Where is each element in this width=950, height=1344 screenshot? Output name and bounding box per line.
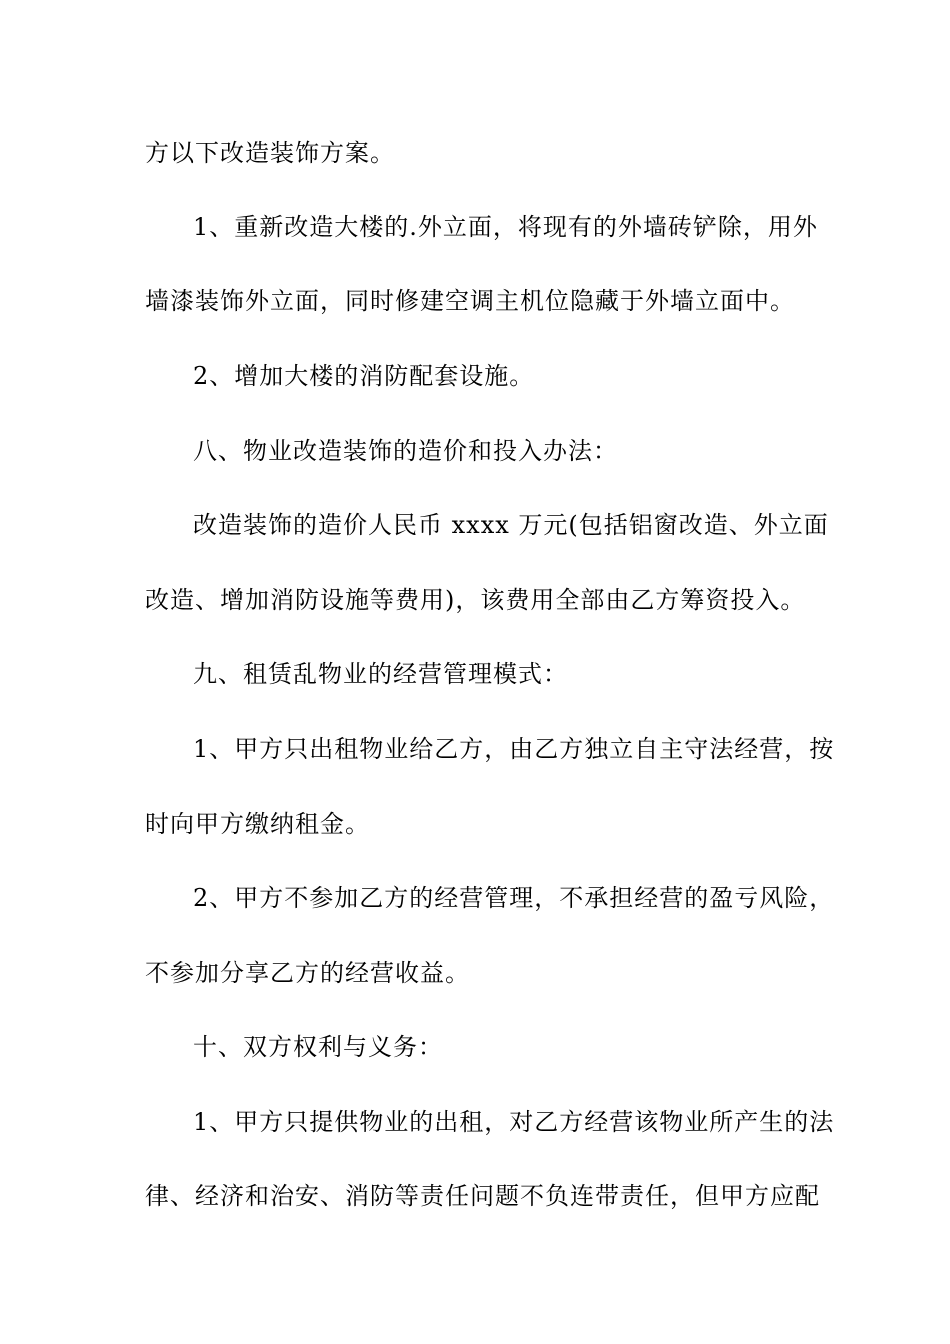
text-line: 1、重新改造大楼的.外立面，将现有的外墙砖铲除，用外 [193,213,818,241]
section-heading: 八、物业改造装饰的造价和投入办法： [193,437,618,465]
text-line: 2、甲方不参加乙方的经营管理，不承担经营的盈亏风险， [193,884,835,912]
text-line: 不参加分享乙方的经营收益。 [145,959,470,987]
text-line: 1、甲方只提供物业的出租，对乙方经营该物业所产生的法 [193,1108,835,1136]
text-line: 1、甲方只出租物业给乙方，由乙方独立自主守法经营，按 [193,735,835,763]
text-line: 墙漆装饰外立面，同时修建空调主机位隐藏于外墙立面中。 [145,287,795,315]
text-line: 改造装饰的造价人民币 xxxx 万元(包括铝窗改造、外立面 [193,511,829,539]
text-line: 律、经济和治安、消防等责任问题不负连带责任，但甲方应配 [145,1182,820,1210]
text-line: 时向甲方缴纳租金。 [145,810,370,838]
section-heading: 十、双方权利与义务： [193,1033,443,1061]
text-line: 改造、增加消防设施等费用)，该费用全部由乙方筹资投入。 [145,586,806,614]
text-line: 方以下改造装饰方案。 [145,139,395,167]
section-heading: 九、租赁乱物业的经营管理模式： [193,660,568,688]
text-line: 2、增加大楼的消防配套设施。 [193,362,535,390]
